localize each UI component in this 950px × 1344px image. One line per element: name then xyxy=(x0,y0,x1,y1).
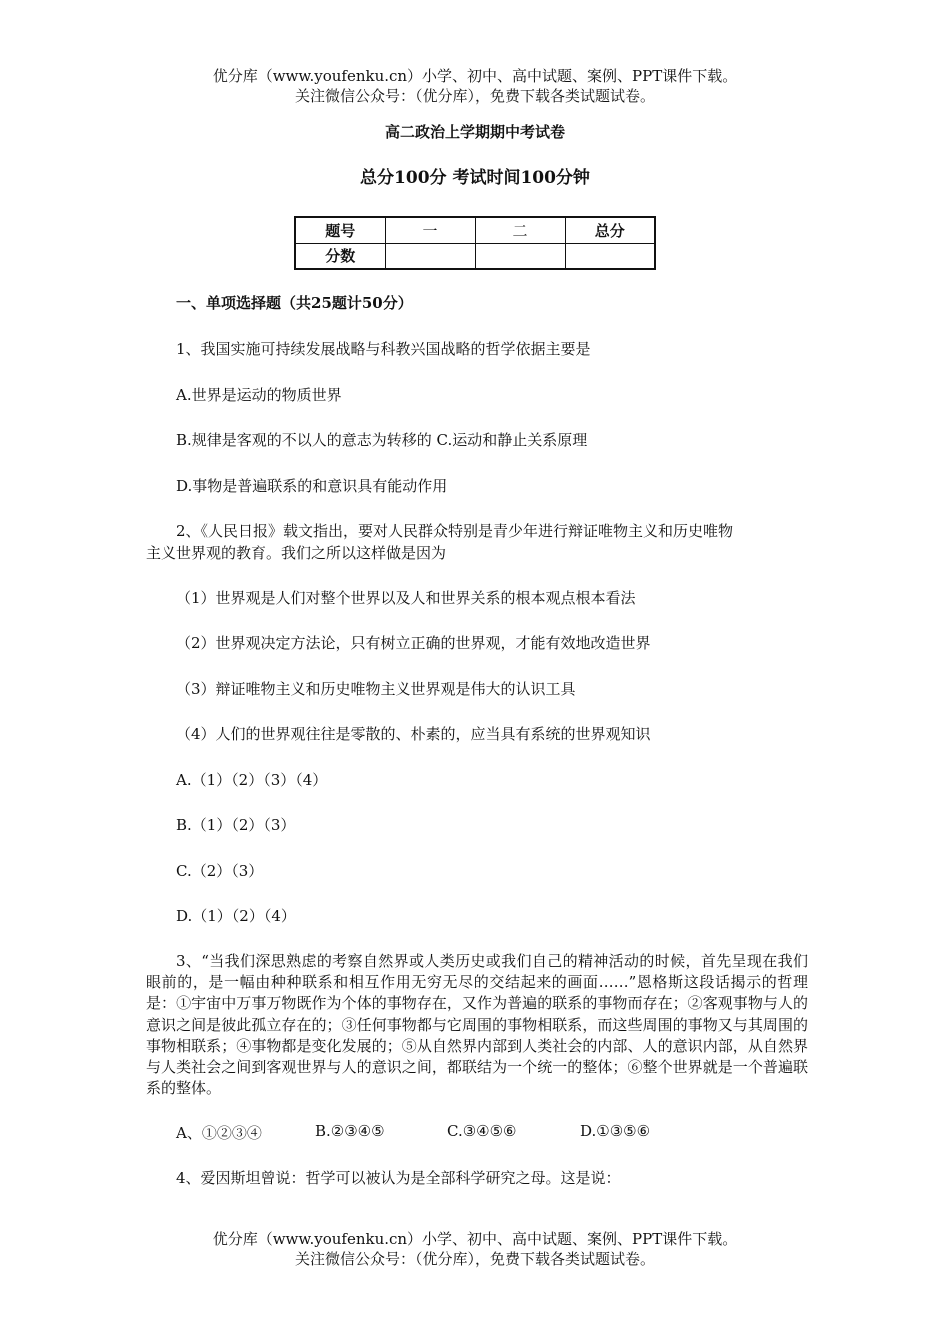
question-2-option-c: C.（2）（3） xyxy=(176,862,264,880)
question-2-stem-line-1: 2、《人民日报》载文指出，要对人民群众特别是青少年进行辩证唯物主义和历史唯物 xyxy=(176,522,734,540)
table-cell: 一 xyxy=(385,217,475,243)
question-1-option-bc: B.规律是客观的不以人的意志为转移的 C.运动和静止关系原理 xyxy=(176,431,588,449)
table-cell xyxy=(565,243,655,269)
question-2-item-4: （4）人们的世界观往往是零散的、朴素的，应当具有系统的世界观知识 xyxy=(176,725,651,743)
question-2-item-1: （1）世界观是人们对整个世界以及人和世界关系的根本观点根本看法 xyxy=(176,589,636,607)
footer-line-1: 优分库（www.youfenku.cn）小学、初中、高中试题、案例、PPT课件下载。 xyxy=(212,1230,738,1248)
header-line-2: 关注微信公众号：（优分库），免费下载各类试题试卷。 xyxy=(294,87,655,105)
question-2-stem-line-2: 主义世界观的教育。我们之所以这样做是因为 xyxy=(146,544,447,562)
question-3-option-b: B.②③④⑤ xyxy=(315,1122,385,1140)
question-2-option-a: A.（1）（2）（3）（4） xyxy=(176,771,328,789)
page-subtitle: 总分100分 考试时间100分钟 xyxy=(360,168,590,188)
question-1-option-a: A.世界是运动的物质世界 xyxy=(176,386,342,404)
score-table xyxy=(294,216,656,270)
question-3-option-c: C.③④⑤⑥ xyxy=(447,1122,517,1140)
question-2-item-2: （2）世界观决定方法论，只有树立正确的世界观，才能有效地改造世界 xyxy=(176,634,651,652)
question-3-option-d: D.①③⑤⑥ xyxy=(580,1122,651,1140)
question-3-option-a: A、①②③④ xyxy=(176,1124,262,1142)
score-table-row xyxy=(295,217,655,243)
question-2-item-3: （3）辩证唯物主义和历史唯物主义世界观是伟大的认识工具 xyxy=(176,680,576,698)
header-line-1: 优分库（www.youfenku.cn）小学、初中、高中试题、案例、PPT课件下载。 xyxy=(212,67,738,85)
table-cell: 分数 xyxy=(295,243,385,269)
table-cell: 总分 xyxy=(565,217,655,243)
question-1-option-d: D.事物是普遍联系的和意识具有能动作用 xyxy=(176,477,448,495)
score-table-row xyxy=(295,243,655,269)
table-cell xyxy=(475,243,565,269)
question-3-stem: 3、“当我们深思熟虑的考察自然界或人类历史或我们自己的精神活动的时候，首先呈现在我们眼前的，是一幅由种种联系和相互作用无穷无尽的交结起来的画面……”恩格斯这段话揭示的哲理是：①宇宙中万事万物既作为个体的事物存在，又作为普遍的联系的事物而存在；②客观事物与人的意识之间是彼此孤立存在的；③任何事物都与它周围的事物相联系，而这些周围的事物又与其周围的事物相联系；④事物都是变化发展的；⑤从自然界内部到人类社会的内部、人的意识内部，从自然界与人类社会之间到客观世界与人的意识之间，都联结为一个统一的整体；⑥整个世界就是一个普遍联系的整体。 xyxy=(146,952,808,1098)
table-cell: 题号 xyxy=(295,217,385,243)
table-cell: 二 xyxy=(475,217,565,243)
question-1-stem: 1、我国实施可持续发展战略与科教兴国战略的哲学依据主要是 xyxy=(176,340,591,358)
footer-line-2: 关注微信公众号：（优分库），免费下载各类试题试卷。 xyxy=(294,1250,655,1268)
question-2-option-d: D.（1）（2）（4） xyxy=(176,907,296,925)
page-title: 高二政治上学期期中考试卷 xyxy=(384,123,565,141)
question-4-stem: 4、爱因斯坦曾说：哲学可以被认为是全部科学研究之母。这是说： xyxy=(176,1169,621,1187)
table-cell xyxy=(385,243,475,269)
section-title: 一、单项选择题（共25题计50分） xyxy=(176,294,413,312)
question-2-option-b: B.（1）（2）（3） xyxy=(176,816,296,834)
